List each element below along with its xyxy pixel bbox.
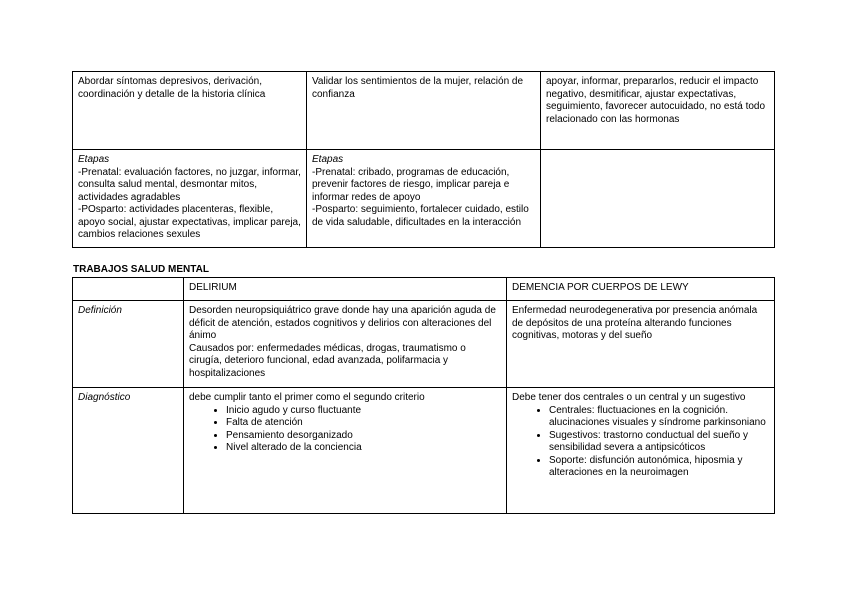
list-item: • Soporte: disfunción autonómica, hiposmia y alteraciones en la neuroimagen bbox=[549, 455, 769, 480]
table-cell bbox=[73, 150, 307, 248]
bullet-list bbox=[189, 405, 501, 455]
section-title: TRABAJOS SALUD MENTAL bbox=[73, 264, 209, 275]
list-item: • Pensamiento desorganizado bbox=[226, 430, 501, 443]
column-header bbox=[73, 278, 184, 301]
criteria-intro: Debe tener dos centrales o un central y un sugestivo bbox=[512, 392, 746, 403]
list-item: • Falta de atención bbox=[226, 417, 501, 430]
list-item: • Inicio agudo y curso fluctuante bbox=[226, 405, 501, 418]
bullet-list bbox=[512, 405, 769, 480]
mental-health-table bbox=[72, 277, 775, 514]
stage-text: -Prenatal: evaluación factores, no juzgar, informar, consulta salud mental, desmontar mitos, actividades agradables bbox=[78, 166, 301, 203]
list-item: • Nivel alterado de la conciencia bbox=[226, 442, 501, 455]
table-cell: Enfermedad neurodegenerativa por presencia anómala de depósitos de una proteína alterando funciones cognitivas, motoras y del sueño bbox=[507, 301, 775, 388]
list-item: • Centrales: fluctuaciones en la cognición. alucinaciones visuales y síndrome parkinsoniano bbox=[549, 405, 769, 430]
table-cell bbox=[507, 388, 775, 514]
column-header: DELIRIUM bbox=[184, 278, 507, 301]
row-label: Diagnóstico bbox=[73, 388, 184, 514]
table-cell: apoyar, informar, prepararlos, reducir el impacto negativo, desmitificar, ajustar expectativas, seguimiento, favorecer autocuidado, no está todo relacionado con las hormonas bbox=[541, 72, 775, 150]
intervention-table bbox=[72, 71, 775, 248]
table-cell bbox=[184, 388, 507, 514]
table-row bbox=[73, 388, 775, 514]
table-row bbox=[73, 72, 775, 150]
definition-text: Causados por: enfermedades médicas, drogas, traumatismo o cirugía, deterioro funcional, edad avanzada, polifarmacia y hospitalizaciones bbox=[189, 342, 466, 379]
stages-title: Etapas bbox=[312, 154, 344, 165]
table-row bbox=[73, 301, 775, 388]
stage-text: -POsparto: actividades placenteras, flexible, apoyo social, ajustar expectativas, implicar pareja, cambios relaciones sexules bbox=[78, 204, 301, 240]
list-item: • Sugestivos: trastorno conductual del sueño y sensibilidad severa a antipsicóticos bbox=[549, 430, 769, 455]
table-cell bbox=[184, 301, 507, 388]
row-label: Definición bbox=[73, 301, 184, 388]
stage-text: -Prenatal: cribado, programas de educación, prevenir factores de riesgo, implicar pareja e informar redes de apoyo bbox=[312, 166, 510, 203]
table-cell bbox=[307, 150, 541, 248]
definition-text: Desorden neuropsiquiátrico grave donde hay una aparición aguda de déficit de atención, estados cognitivos y delirios con alteraciones del ánimo bbox=[189, 305, 496, 341]
table-header-row bbox=[73, 278, 775, 301]
table-cell: Validar los sentimientos de la mujer, relación de confianza bbox=[307, 72, 541, 150]
table-row bbox=[73, 150, 775, 248]
column-header: DEMENCIA POR CUERPOS DE LEWY bbox=[507, 278, 775, 301]
stages-title: Etapas bbox=[78, 154, 110, 165]
table-cell-empty bbox=[541, 150, 775, 248]
criteria-intro: debe cumplir tanto el primer como el segundo criterio bbox=[189, 392, 425, 403]
stage-text: -Posparto: seguimiento, fortalecer cuidado, estilo de vida saludable, dificultades en la interacción bbox=[312, 204, 529, 228]
table-cell: Abordar síntomas depresivos, derivación, coordinación y detalle de la historia clínica bbox=[73, 72, 307, 150]
